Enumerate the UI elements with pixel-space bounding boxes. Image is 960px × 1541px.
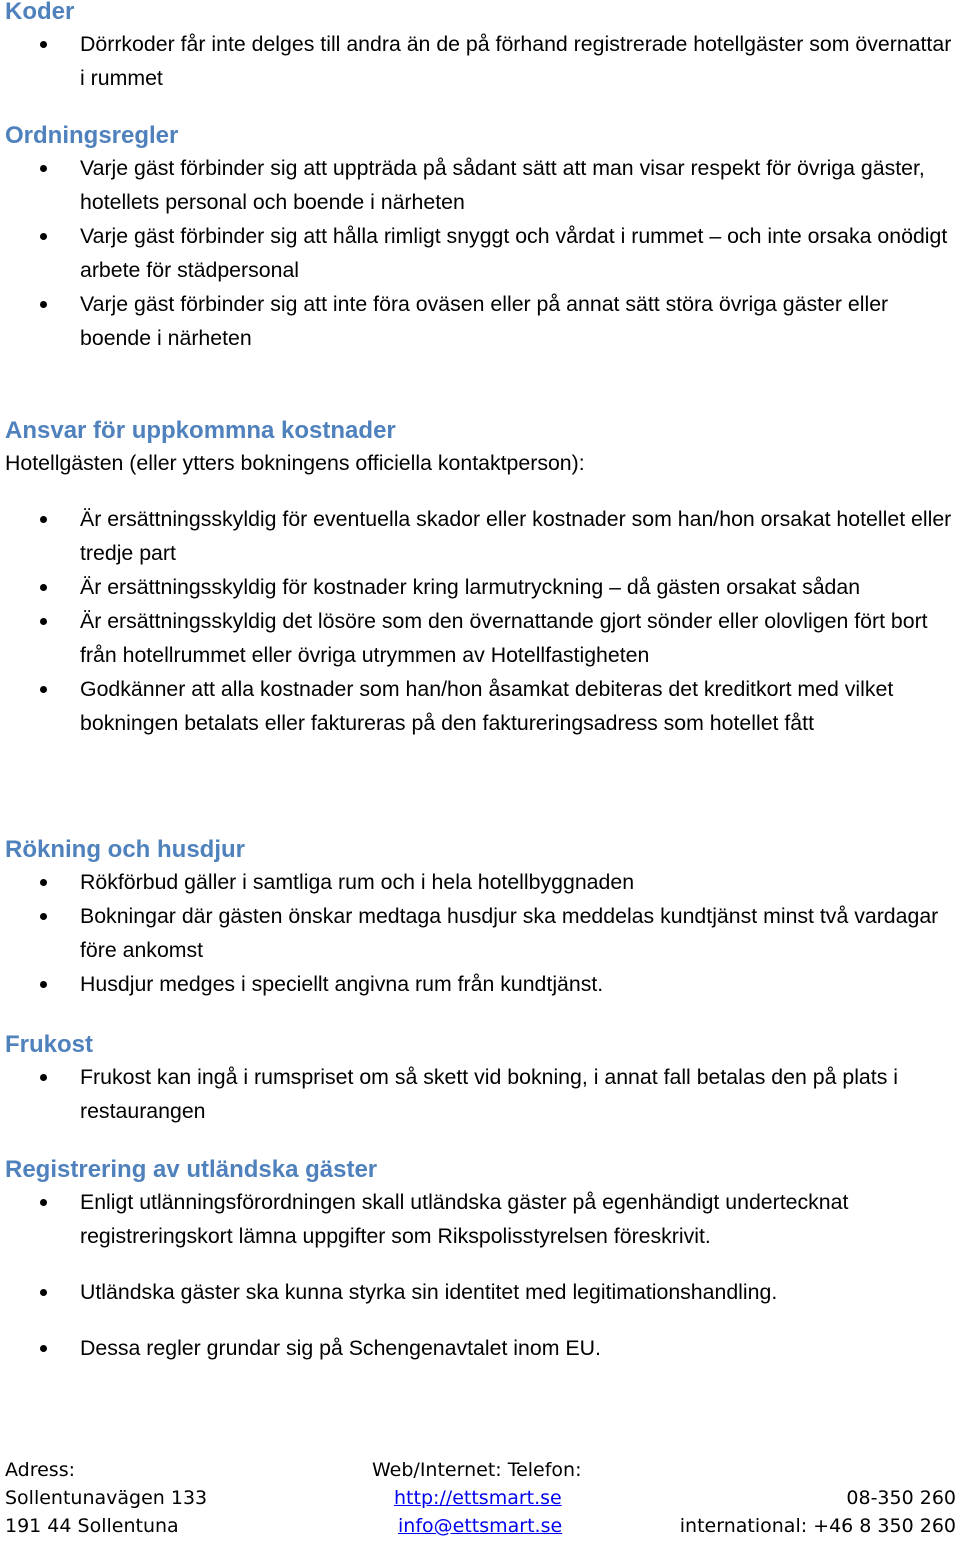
section-heading: Registrering av utländska gäster <box>5 1156 378 1183</box>
section-heading: Frukost <box>5 1031 94 1058</box>
footer-address <box>5 1456 207 1540</box>
bullet-icon <box>40 516 47 523</box>
section-heading: Koder <box>5 0 75 25</box>
footer-phone <box>680 1456 956 1540</box>
bullet-list <box>0 1060 960 1128</box>
footer-contact <box>372 1456 582 1540</box>
bullet-list <box>0 865 960 1001</box>
list-item: Godkänner att alla kostnader som han/hon åsamkat debiteras det kreditkort med vilket bokningen betalats eller faktureras på den faktureringsadress som hotellet fått <box>0 672 960 740</box>
bullet-icon <box>40 584 47 591</box>
bullet-icon <box>40 1199 47 1206</box>
website-link[interactable]: http://ettsmart.se <box>394 1487 562 1509</box>
section-ansvar <box>0 416 960 740</box>
bullet-icon <box>40 981 47 988</box>
section-registrering <box>0 1155 960 1365</box>
list-item: Husdjur medges i speciellt angivna rum från kundtjänst. <box>0 967 960 1001</box>
page-footer <box>0 1456 960 1540</box>
phone-international: international: +46 8 350 260 <box>679 1515 956 1537</box>
section-intro: Hotellgästen (eller ytters bokningens officiella kontaktperson): <box>5 451 585 475</box>
phone-number: 08-350 260 <box>846 1487 956 1509</box>
section-frukost <box>0 1030 960 1128</box>
section-rokning <box>0 835 960 1001</box>
bullet-icon <box>40 618 47 625</box>
section-heading: Ansvar för uppkommna kostnader <box>5 417 396 444</box>
list-item: Varje gäst förbinder sig att hålla rimligt snyggt och vårdat i rummet – och inte orsaka onödigt arbete för städpersonal <box>0 219 960 287</box>
bullet-icon <box>40 686 47 693</box>
list-item: Varje gäst förbinder sig att inte föra oväsen eller på annat sätt störa övriga gäster eller boende i närheten <box>0 287 960 355</box>
list-item: Utländska gäster ska kunna styrka sin identitet med legitimationshandling. <box>0 1275 960 1309</box>
list-item: Bokningar där gästen önskar medtaga husdjur ska meddelas kundtjänst minst två vardagar före ankomst <box>0 899 960 967</box>
list-item: Är ersättningsskyldig för kostnader kring larmutryckning – då gästen orsakat sådan <box>0 570 960 604</box>
bullet-list <box>0 502 960 740</box>
web-label: Web/Internet: Telefon: <box>372 1459 582 1481</box>
bullet-icon <box>40 301 47 308</box>
bullet-icon <box>40 913 47 920</box>
section-koder <box>0 0 960 95</box>
list-item: Frukost kan ingå i rumspriset om så skett vid bokning, i annat fall betalas den på plats i restaurangen <box>0 1060 960 1128</box>
bullet-icon <box>40 165 47 172</box>
list-item: Enligt utlänningsförordningen skall utländska gäster på egenhändigt undertecknat registreringskort lämna uppgifter som Rikspolisstyrelsen föreskrivit. <box>0 1185 960 1253</box>
list-item: Dessa regler grundar sig på Schengenavtalet inom EU. <box>0 1331 960 1365</box>
bullet-list <box>0 151 960 355</box>
bullet-list <box>0 27 960 95</box>
bullet-icon <box>40 879 47 886</box>
bullet-icon <box>40 1074 47 1081</box>
bullet-icon <box>40 1289 47 1296</box>
list-item: Rökförbud gäller i samtliga rum och i hela hotellbyggnaden <box>0 865 960 899</box>
bullet-list <box>0 1185 960 1365</box>
list-item: Är ersättningsskyldig det lösöre som den övernattande gjort sönder eller olovligen fört bort från hotellrummet eller övriga utrymmen av Hotellfastigheten <box>0 604 960 672</box>
list-item: Är ersättningsskyldig för eventuella skador eller kostnader som han/hon orsakat hotellet eller tredje part <box>0 502 960 570</box>
list-item: Dörrkoder får inte delges till andra än de på förhand registrerade hotellgäster som övernattar i rummet <box>0 27 960 95</box>
section-heading: Ordningsregler <box>5 122 179 149</box>
bullet-icon <box>40 41 47 48</box>
address-label: Adress: <box>5 1459 76 1481</box>
bullet-icon <box>40 1345 47 1352</box>
bullet-icon <box>40 233 47 240</box>
section-ordningsregler <box>0 121 960 355</box>
postal-address: 191 44 Sollentuna <box>5 1515 179 1537</box>
section-heading: Rökning och husdjur <box>5 836 245 863</box>
email-link[interactable]: info@ettsmart.se <box>398 1515 563 1537</box>
street-address: Sollentunavägen 133 <box>5 1487 208 1509</box>
list-item: Varje gäst förbinder sig att uppträda på sådant sätt att man visar respekt för övriga gäster, hotellets personal och boende i närheten <box>0 151 960 219</box>
